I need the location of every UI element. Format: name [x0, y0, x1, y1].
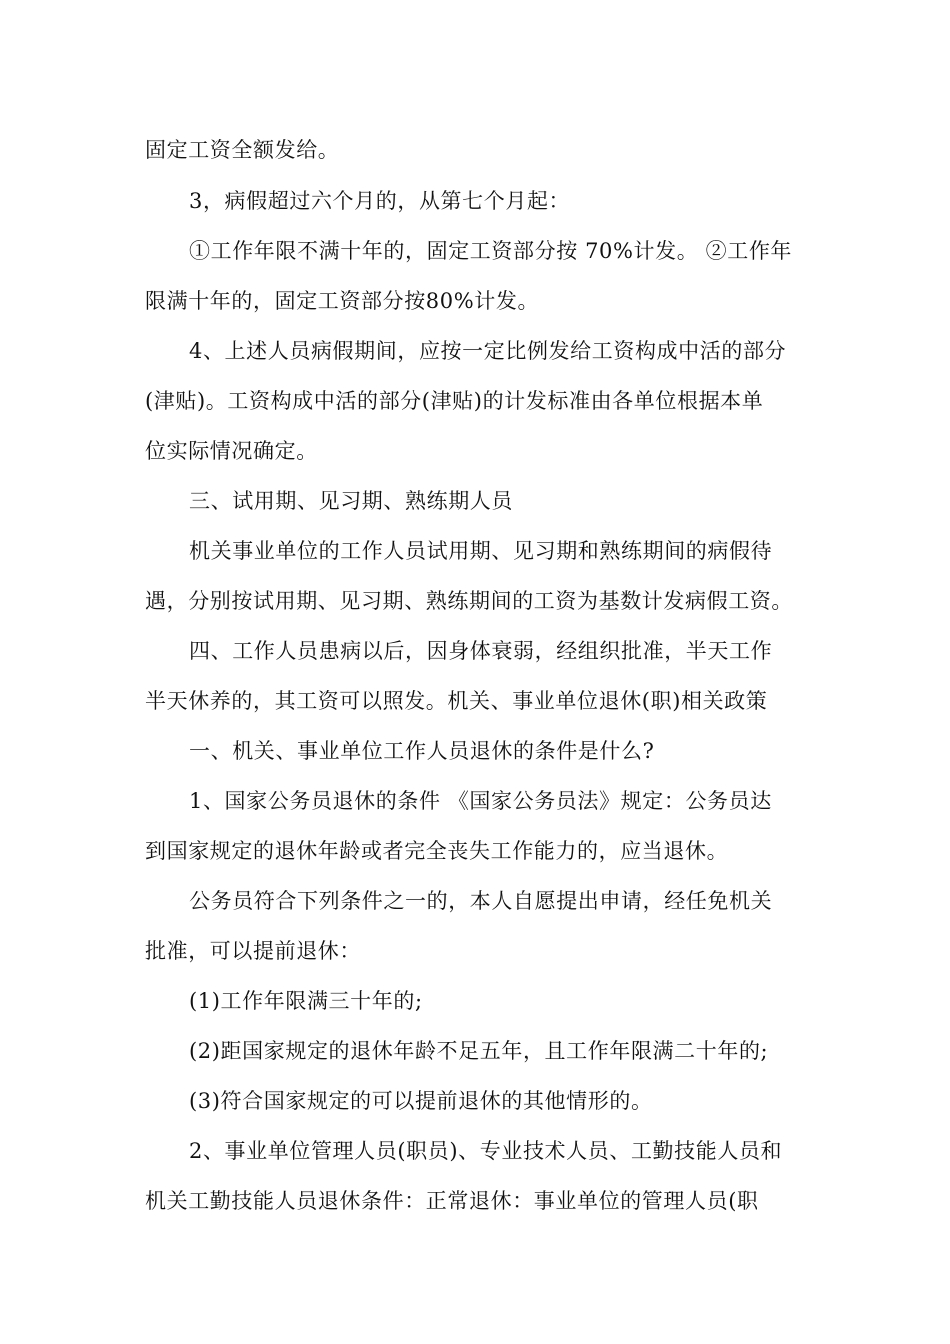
text-line: 3，病假超过六个月的，从第七个月起：: [189, 189, 571, 213]
list-item: (2)距国家规定的退休年龄不足五年，且工作年限满二十年的;: [189, 1039, 769, 1063]
text-line: 1、国家公务员退休的条件 《国家公务员法》规定：公务员达: [189, 789, 772, 813]
text-line: 公务员符合下列条件之一的，本人自愿提出申请，经任免机关: [189, 889, 773, 913]
text-line: 4、上述人员病假期间，应按一定比例发给工资构成中活的部分: [189, 339, 787, 363]
text-line: 固定工资全额发给。: [145, 138, 340, 162]
text-line: 四、工作人员患病以后，因身体衰弱，经组织批准，半天工作: [189, 639, 773, 663]
text-line: 半天休养的，其工资可以照发。机关、事业单位退休(职)相关政策: [145, 689, 768, 713]
text-line: 遇，分别按试用期、见习期、熟练期间的工资为基数计发病假工资。: [145, 589, 793, 613]
text-line: 机关事业单位的工作人员试用期、见习期和熟练期间的病假待: [189, 539, 773, 563]
text-line: (津贴)。工资构成中活的部分(津贴)的计发标准由各单位根据本单: [145, 389, 764, 413]
section-heading: 一、机关、事业单位工作人员退休的条件是什么?: [189, 739, 655, 763]
text-line: 限满十年的，固定工资部分按80%计发。: [145, 289, 540, 313]
text-line: 位实际情况确定。: [145, 439, 318, 463]
section-heading: 三、试用期、见习期、熟练期人员: [189, 489, 513, 513]
text-line: ①工作年限不满十年的，固定工资部分按 70%计发。 ②工作年: [189, 239, 793, 263]
list-item: (3)符合国家规定的可以提前退休的其他情形的。: [189, 1089, 653, 1113]
text-line: 到国家规定的退休年龄或者完全丧失工作能力的，应当退休。: [145, 839, 729, 863]
list-item: (1)工作年限满三十年的;: [189, 989, 423, 1013]
text-line: 批准，可以提前退休：: [145, 939, 361, 963]
text-line: 机关工勤技能人员退休条件：正常退休：事业单位的管理人员(职: [145, 1189, 759, 1213]
text-line: 2、事业单位管理人员(职员)、专业技术人员、工勤技能人员和: [189, 1139, 783, 1163]
